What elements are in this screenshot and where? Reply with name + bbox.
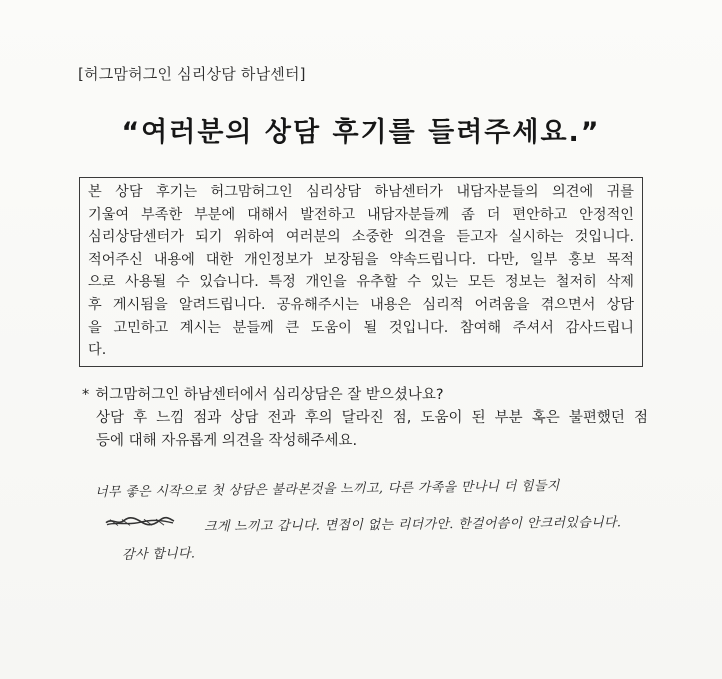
intro-line: 기울여 부족한 부분에 대해서 발전하고 내담자분들께 좀 더 편안하고 안정적인 — [88, 206, 634, 223]
question-main-text: 허그맘허그인 하남센터에서 심리상담은 잘 받으셨나요? — [95, 387, 444, 403]
question-sub-line: 상담 후 느낌 점과 상담 전과 후의 달라진 점, 도움이 된 부분 혹은 불편했던 점 — [96, 410, 648, 426]
center-name-label: [허그맘허그인 심리상담 하남센터] — [78, 65, 306, 83]
crossed-out-scribble — [104, 513, 176, 530]
page-title: “여러분의 상담 후기를 들려주세요.” — [121, 117, 601, 148]
handwritten-answer-line: 감사 합니다. — [121, 546, 196, 563]
intro-line: 심리상담센터가 되기 위하여 여러분의 소중한 의견을 듣고자 실시하는 것입니다. — [88, 229, 634, 246]
intro-line: 후 게시됨을 알려드립니다. 공유해주시는 내용은 심리적 어려움을 겪으면서 상담 — [88, 296, 634, 313]
question-main — [82, 384, 648, 407]
handwritten-answer-text: 크게 느끼고 갑니다. 면접이 없는 리더가안. 한걸어씀이 안크러있습니다. — [203, 515, 622, 535]
intro-line: 적어주신 내용에 대한 개인정보가 보장됨을 약속드립니다. 다만, 일부 홍보 목적 — [88, 251, 634, 268]
intro-line: 다. — [88, 342, 107, 359]
intro-line: 본 상담 후기는 허그맘허그인 심리상담 하남센터가 내담자분들의 의견에 귀를 — [88, 184, 634, 200]
question-sub-line: 등에 대해 자유롭게 의견을 작성해주세요. — [96, 433, 358, 449]
intro-line: 으로 사용될 수 있습니다. 특정 개인을 유추할 수 있는 모든 정보는 철저히 삭제 — [88, 274, 634, 291]
intro-line: 을 고민하고 계시는 분들께 큰 도움이 될 것입니다. 참여해 주셔서 감사드립니 — [88, 319, 634, 336]
handwritten-answer-line: 너무 좋은 시작으로 첫 상담은 불라본것을 느끼고, 다른 가족을 만나니 더 힘들지 — [94, 478, 560, 501]
question-block — [82, 384, 648, 453]
asterisk-marker: * — [82, 387, 90, 403]
intro-notice-box — [79, 177, 643, 367]
handwritten-answer-line-2 — [104, 508, 621, 535]
